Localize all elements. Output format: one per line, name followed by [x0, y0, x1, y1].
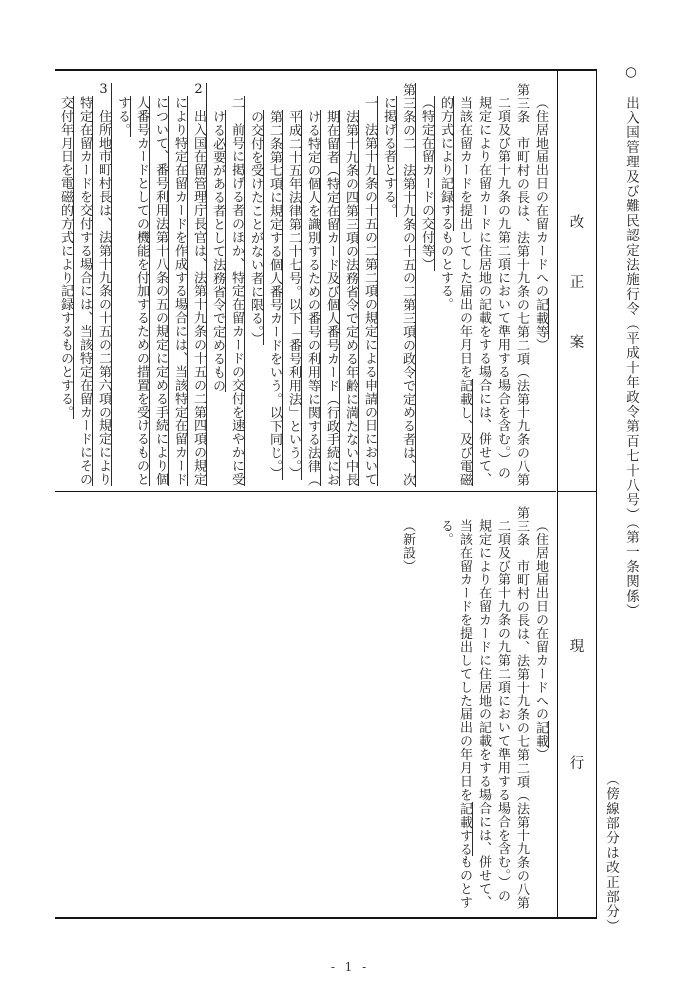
text-segment: ものとする。 — [438, 230, 453, 312]
text-segment: ） — [533, 338, 548, 352]
page-number: - 1 - — [330, 960, 370, 974]
text-column — [303, 83, 322, 491]
text-segment: 二項及び第十九条の九第二項において準用する場合を含む。）の — [495, 96, 510, 480]
text-column — [455, 506, 474, 919]
text-column — [284, 83, 303, 491]
amendment-header — [558, 71, 596, 492]
amended-text: に掲げる者とする。 — [381, 96, 396, 218]
text-column — [474, 506, 493, 919]
paragraph-number: 3 — [99, 83, 108, 96]
text-column — [436, 506, 455, 919]
text-column — [493, 506, 512, 919]
amended-text: 平成二十五年法律第二十七号。以下「番号利用法」という。） — [286, 109, 301, 480]
text-column — [436, 83, 455, 491]
amended-text: 的方式により記録する — [438, 96, 453, 231]
amended-text: の交付を受けたことがない者に限る。） — [248, 109, 263, 346]
amended-text: する。 — [115, 96, 130, 137]
amended-text: 第三条の二 法第十九条の十五の二第三項の政令で定める者は、次 — [400, 83, 415, 487]
text-column — [341, 83, 360, 491]
paragraph-number: 2 — [194, 83, 203, 96]
amended-text: 3 住所地市町村長は、法第十九条の十五の二第六項の規定により — [96, 83, 111, 487]
text-segment: ものとす — [457, 855, 472, 910]
text-column — [531, 506, 550, 919]
amended-text: について、番号利用法第十八条の五の規定に定める手続により個 — [153, 96, 168, 487]
amended-text: 交付年月日を電磁的方式により記録するものとする。 — [58, 96, 73, 420]
text-segment: 規定により在留カードに住居地の記載をする場合には、併せて、 — [476, 519, 491, 910]
text-column — [151, 83, 170, 491]
text-segment: （住居地届出日の在留カードへの — [533, 519, 548, 722]
amended-text: 記載し、及び電磁 — [457, 378, 472, 487]
amended-text: 期在留者（特定在留カード及び個人番号カード（行政手続にお — [324, 109, 339, 487]
current-content — [55, 494, 556, 919]
comparison-table — [55, 69, 597, 919]
document-title: ○ 出入国管理及び難民認定法施行令（平成十年政令第百七十八号）（第一条関係） — [623, 64, 639, 619]
text-column — [56, 83, 75, 491]
amendment-content — [55, 71, 556, 492]
text-column — [75, 83, 94, 491]
text-segment: （住居地届出日の在留カードへの — [533, 96, 548, 299]
header-char: 改 — [569, 214, 585, 231]
text-segment: 第三条 市町村の長は、法第十九条の七第二項（法第十九条の八第 — [514, 506, 529, 910]
header-char: 行 — [569, 756, 585, 772]
text-column — [531, 83, 550, 491]
header-char: 現 — [569, 639, 585, 655]
text-segment: 当該在留カードを提出してした届出の年月日を — [457, 96, 472, 379]
text-column — [398, 83, 417, 491]
text-column — [512, 83, 531, 491]
text-segment: （新設） — [400, 519, 415, 574]
text-segment: ） — [533, 748, 548, 762]
text-column — [379, 83, 398, 491]
text-column — [512, 506, 531, 919]
text-column — [417, 83, 436, 491]
table-header-column — [557, 71, 596, 917]
text-column — [398, 506, 417, 919]
current-header — [558, 492, 596, 916]
text-column — [246, 83, 265, 491]
text-column — [493, 83, 512, 491]
amended-text: 記載等 — [533, 298, 548, 339]
amended-text: 記載 — [533, 721, 548, 749]
amended-text: ける特定の個人を識別するための番号の利用等に関する法律（ — [305, 109, 320, 487]
text-segment: 第三条 市町村の長は、法第十九条の七第二項（法第十九条の八第 — [514, 83, 529, 487]
header-char: 案 — [569, 334, 585, 351]
amended-text: 特定在留カードを交付する場合には、当該特定在留カードにその — [77, 96, 92, 487]
amended-text: 記載する — [457, 801, 472, 856]
text-column — [227, 83, 246, 491]
amended-text: 2 出入国在留管理庁長官は、法第十九条の十五の二第四項の規定 — [191, 83, 206, 487]
revision-note: （傍線部分は改正部分） — [603, 772, 619, 934]
text-column — [474, 83, 493, 491]
text-column — [170, 83, 189, 491]
text-column — [265, 83, 284, 491]
text-column — [322, 83, 341, 491]
text-column — [132, 83, 151, 491]
amended-text: 人番号カードとしての機能を付加するための措置を受けるものと — [134, 96, 149, 487]
text-column — [208, 83, 227, 491]
text-segment: る。 — [438, 519, 453, 547]
amended-text: 第二条第七項に規定する個人番号カードをいう。以下同じ。） — [267, 109, 282, 480]
text-column — [360, 83, 379, 491]
amended-text: により特定在留カードを作成する場合には、当該特定在留カード — [172, 96, 187, 487]
amended-text: （特定在留カードの交付等） — [419, 96, 434, 272]
text-segment: 当該在留カードを提出してした届出の年月日を — [457, 519, 472, 802]
text-column — [455, 83, 474, 491]
text-segment: 二項及び第十九条の九第二項において準用する場合を含む。）の — [495, 519, 510, 903]
text-segment: 規定により在留カードに住居地の記載をする場合には、併せて、 — [476, 96, 491, 487]
text-column — [417, 506, 436, 919]
amended-text: 法第十九条の四第三項の法務省令で定める年齢に満たない中長 — [343, 109, 358, 487]
text-column — [94, 83, 113, 491]
amended-text: 一 法第十九条の十五の二第二項の規定による申請の日において — [362, 96, 377, 487]
text-column — [189, 83, 208, 491]
text-column — [113, 83, 132, 491]
amended-text: ける必要がある者として法務省令で定めるもの — [210, 109, 225, 393]
amended-text: 二 前号に掲げる者のほか、特定在留カードの交付を速やかに受 — [229, 96, 244, 487]
header-char: 正 — [569, 274, 585, 291]
